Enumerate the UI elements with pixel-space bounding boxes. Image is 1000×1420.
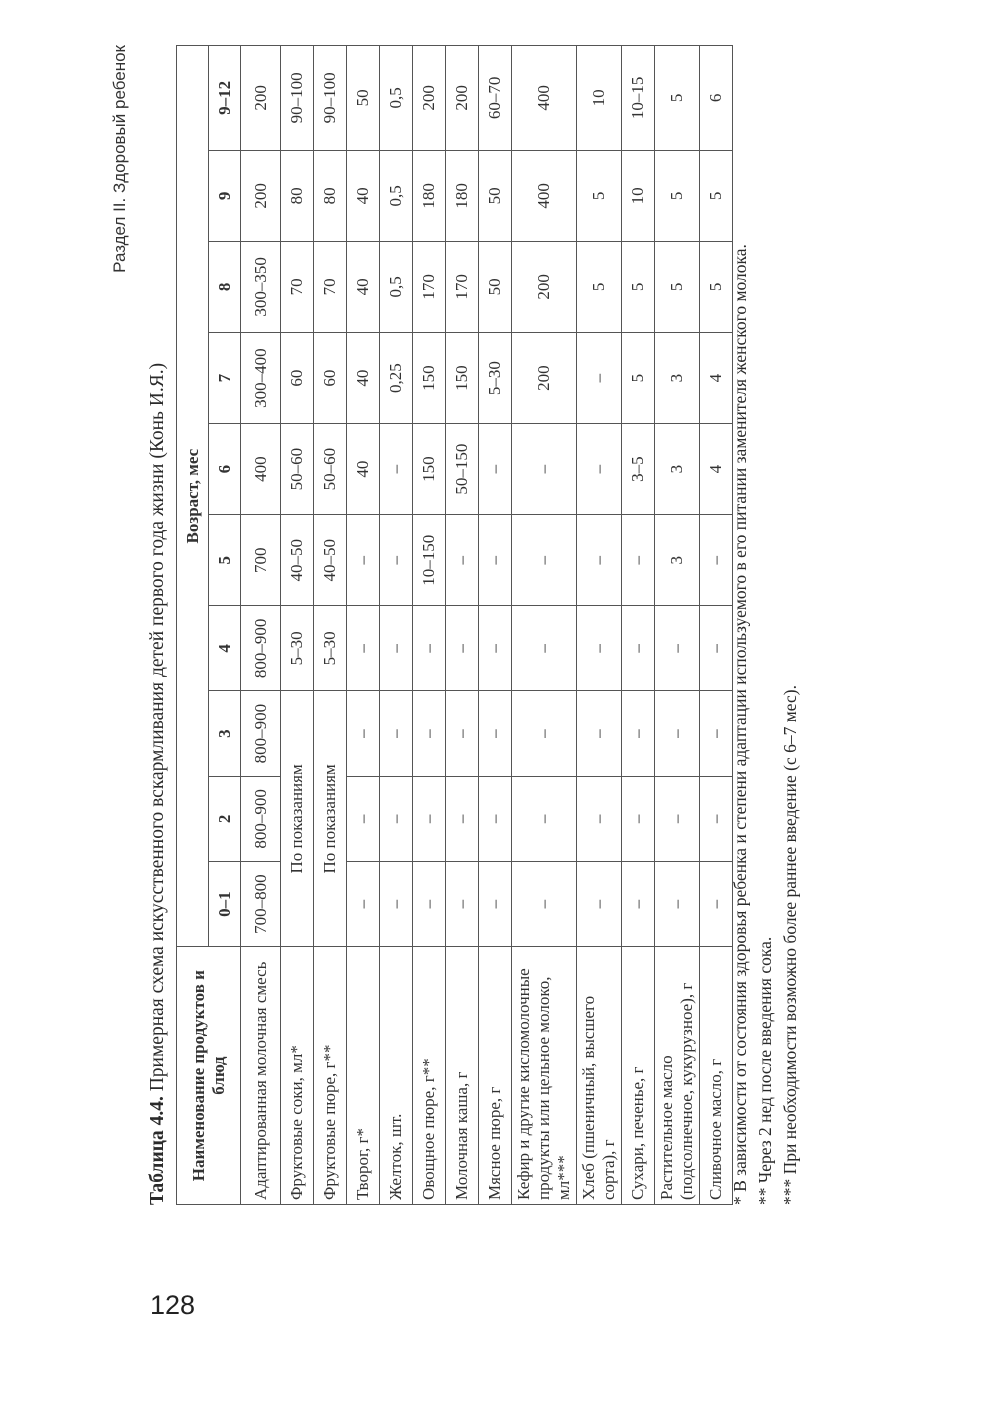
value-cell: 400 [512,150,577,241]
value-cell: 50 [479,241,512,332]
page-number: 128 [150,1290,196,1320]
value-cell: – [577,333,622,424]
value-cell: – [413,861,446,946]
value-cell: 5 [577,150,622,241]
value-cell: – [347,691,380,776]
product-name-cell: Адаптированная молочная смесь [241,947,281,1205]
value-cell: 50–60 [314,424,347,515]
value-cell: 60 [314,333,347,424]
product-column-header: Наименование продуктов и блюд [177,947,241,1205]
value-cell: – [347,515,380,606]
value-cell: – [577,606,622,691]
value-cell: 90–100 [314,46,347,151]
value-cell: 10–150 [413,515,446,606]
age-header-cell: 0–1 [209,861,241,946]
age-header-cell: 2 [209,776,241,861]
value-cell: 5 [700,241,733,332]
value-cell: – [512,861,577,946]
value-cell: 50–60 [281,424,314,515]
value-cell: 200 [413,46,446,151]
value-cell: 4 [700,333,733,424]
value-cell: 40–50 [281,515,314,606]
table-row [577,46,622,1205]
product-name-cell: Молочная каша, г [446,947,479,1205]
age-header-cell: 7 [209,333,241,424]
value-cell: 50 [479,150,512,241]
value-cell: – [380,776,413,861]
value-cell: 4 [700,424,733,515]
value-cell: – [413,776,446,861]
value-cell: – [446,691,479,776]
value-cell: 300–400 [241,333,281,424]
value-cell: 700–800 [241,861,281,946]
value-cell: 400 [512,46,577,151]
value-cell: – [380,424,413,515]
value-cell: 200 [446,46,479,151]
value-cell: – [479,424,512,515]
value-cell: 5 [655,241,700,332]
value-cell: – [577,515,622,606]
value-cell: 800–900 [241,691,281,776]
value-cell: – [347,861,380,946]
table-row [512,46,577,1205]
value-cell: – [655,861,700,946]
value-cell: 5 [700,150,733,241]
value-cell: – [446,606,479,691]
value-cell: 170 [446,241,479,332]
value-cell: 3 [655,515,700,606]
product-name-cell: Фруктовые пюре, г** [314,947,347,1205]
value-cell: 3–5 [622,424,655,515]
value-cell: 0,25 [380,333,413,424]
value-cell: – [380,691,413,776]
table-row [347,46,380,1205]
table-row [655,46,700,1205]
table-caption [146,45,170,1205]
product-name-cell: Фруктовые соки, мл* [281,947,314,1205]
value-cell: 6 [700,46,733,151]
feeding-schedule-table [176,45,733,1205]
value-cell: 60–70 [479,46,512,151]
value-cell: – [700,515,733,606]
table-row [622,46,655,1205]
value-cell: – [577,776,622,861]
product-name-cell: Мясное пюре, г [479,947,512,1205]
value-cell: 70 [314,241,347,332]
value-cell: – [700,776,733,861]
value-cell: 5 [622,333,655,424]
value-cell: 150 [413,424,446,515]
value-cell: 5–30 [314,606,347,691]
age-header-cell: 9 [209,150,241,241]
value-cell: – [512,776,577,861]
value-cell: 80 [281,150,314,241]
value-cell: 180 [413,150,446,241]
running-head: Раздел II. Здоровый ребенок [110,45,129,273]
value-cell: 10 [577,46,622,151]
value-cell: – [380,861,413,946]
value-cell: – [700,606,733,691]
value-cell: – [479,776,512,861]
product-name-cell: Овощное пюре, г** [413,947,446,1205]
value-cell: 50 [347,46,380,151]
value-cell: – [700,691,733,776]
value-cell: 3 [655,424,700,515]
value-cell: 5–30 [479,333,512,424]
value-cell: – [446,776,479,861]
value-cell: 5 [622,241,655,332]
value-cell: 200 [512,241,577,332]
value-cell: – [413,606,446,691]
value-cell: – [622,861,655,946]
table-row [413,46,446,1205]
value-cell: 10 [622,150,655,241]
value-cell: – [380,606,413,691]
value-cell: 40 [347,241,380,332]
value-cell: – [622,515,655,606]
age-header-cell: 5 [209,515,241,606]
table-row [380,46,413,1205]
product-name-cell: Желток, шт. [380,947,413,1205]
value-cell: – [512,606,577,691]
value-cell: 200 [241,46,281,151]
table-row [241,46,281,1205]
value-cell: – [512,515,577,606]
value-cell: – [655,776,700,861]
value-cell: – [622,776,655,861]
value-cell: 5–30 [281,606,314,691]
value-cell: – [479,515,512,606]
product-name-cell: Сливочное масло, г [700,947,733,1205]
value-cell: 5 [577,241,622,332]
value-cell: – [413,691,446,776]
span-note-cell: По показаниям [314,691,347,947]
table-row [479,46,512,1205]
value-cell: 50–150 [446,424,479,515]
caption-label: Таблица 4.4. [147,1096,168,1205]
product-name-cell: Хлеб (пшеничный, высшего сорта), г [577,947,622,1205]
value-cell: – [479,606,512,691]
value-cell: – [622,606,655,691]
table-row [314,46,347,1205]
footnotes [728,45,803,1205]
product-name-cell: Кефир и другие кисломолочные продукты или цельное молоко, мл*** [512,947,577,1205]
value-cell: – [446,861,479,946]
value-cell: 300–350 [241,241,281,332]
value-cell: 180 [446,150,479,241]
value-cell: 400 [241,424,281,515]
value-cell: – [380,515,413,606]
value-cell: 0,5 [380,46,413,151]
value-cell: – [347,776,380,861]
value-cell: 200 [512,333,577,424]
rotated-page-content [110,5,890,1295]
value-cell: – [577,861,622,946]
value-cell: – [512,424,577,515]
value-cell: 40–50 [314,515,347,606]
value-cell: 0,5 [380,150,413,241]
value-cell: 5 [655,46,700,151]
footnote: *** При необходимости возможно более раннее введение (с 6–7 мес). [780,685,800,1205]
value-cell: 40 [347,424,380,515]
value-cell: 800–900 [241,776,281,861]
value-cell: 150 [446,333,479,424]
value-cell: 60 [281,333,314,424]
age-header-cell: 8 [209,241,241,332]
product-name-cell: Растительное масло (подсолнечное, кукурузное), г [655,947,700,1205]
footnote: ** Через 2 нед после введения сока. [755,936,775,1205]
value-cell: 800–900 [241,606,281,691]
value-cell: – [479,691,512,776]
value-cell: – [347,606,380,691]
footnote: * В зависимости от состояния здоровья ребенка и степени адаптации используемого в его питании заменителя женского молока. [730,244,750,1205]
age-header-cell: 9–12 [209,46,241,151]
value-cell: – [700,861,733,946]
value-cell: 40 [347,150,380,241]
value-cell: 200 [241,150,281,241]
age-header-cell: 4 [209,606,241,691]
value-cell: 3 [655,333,700,424]
value-cell: – [655,606,700,691]
value-cell: 80 [314,150,347,241]
table-row [446,46,479,1205]
value-cell: 150 [413,333,446,424]
product-name-cell: Сухари, печенье, г [622,947,655,1205]
caption-text: Примерная схема искусственного вскармливания детей первого года жизни (Конь И.Я.) [147,362,168,1097]
value-cell: – [655,691,700,776]
value-cell: – [622,691,655,776]
value-cell: – [577,424,622,515]
value-cell: – [577,691,622,776]
table-row [281,46,314,1205]
product-name-cell: Творог, г* [347,947,380,1205]
value-cell: – [512,691,577,776]
value-cell: 70 [281,241,314,332]
age-header-cell: 3 [209,691,241,776]
value-cell: 10–15 [622,46,655,151]
value-cell: 90–100 [281,46,314,151]
value-cell: – [479,861,512,946]
age-group-header: Возраст, мес [177,46,209,947]
span-note-cell: По показаниям [281,691,314,947]
value-cell: 5 [655,150,700,241]
value-cell: – [446,515,479,606]
value-cell: 40 [347,333,380,424]
value-cell: 0,5 [380,241,413,332]
value-cell: 170 [413,241,446,332]
value-cell: 700 [241,515,281,606]
age-header-cell: 6 [209,424,241,515]
